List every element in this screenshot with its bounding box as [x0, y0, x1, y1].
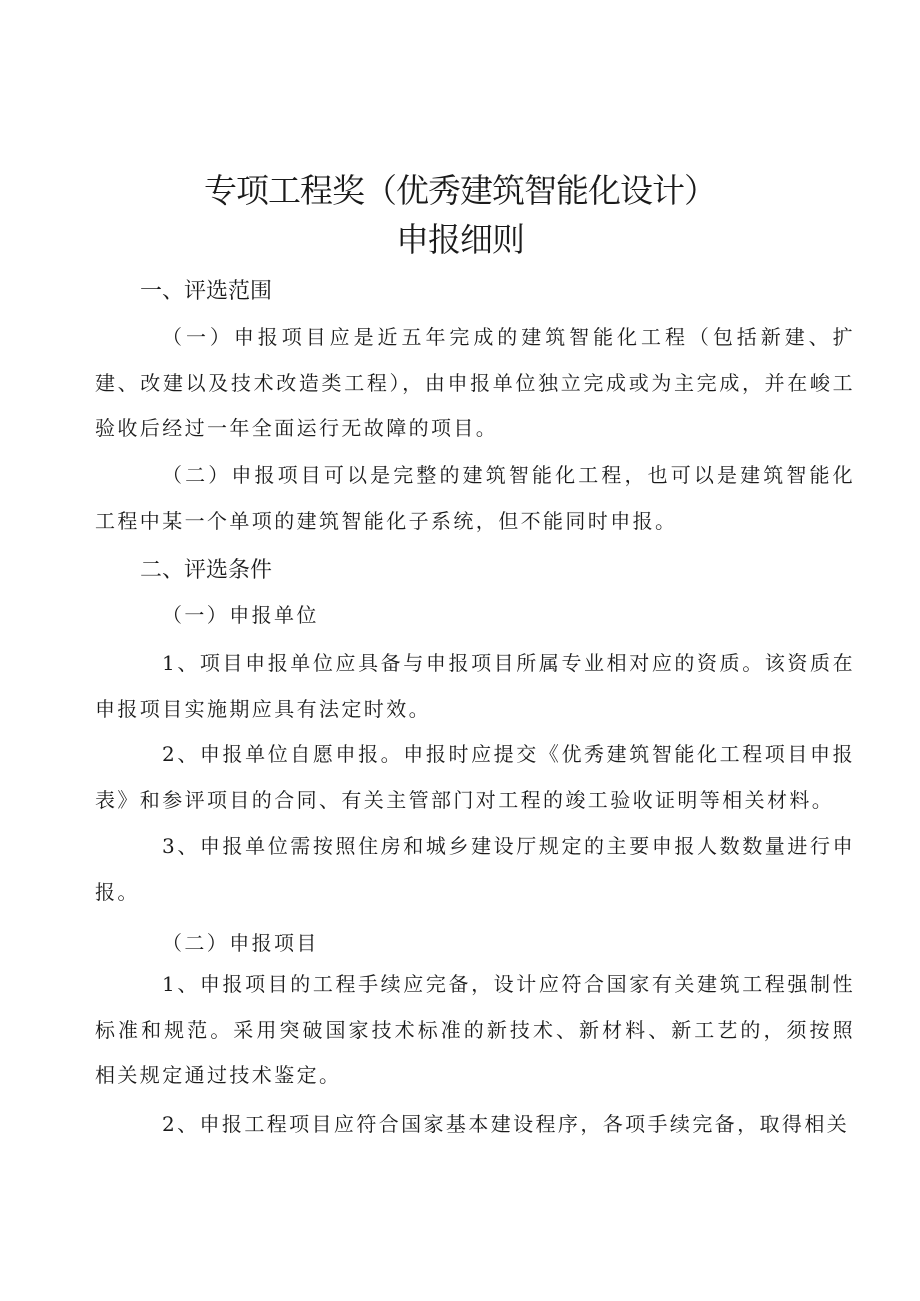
paragraph-scope-2: （二）申报项目可以是完整的建筑智能化工程，也可以是建筑智能化工程中某一个单项的建筑智能化子系统，但不能同时申报。	[95, 463, 855, 533]
paragraph-applicant-1: 1、项目申报单位应具备与申报项目所属专业相对应的资质。该资质在申报项目实施期应具有法定时效。	[95, 651, 855, 721]
paragraph-applicant-3: 3、申报单位需按照住房和城乡建设厅规定的主要申报人数数量进行申报。	[95, 834, 855, 904]
paragraph-applicant-2: 2、申报单位自愿申报。申报时应提交《优秀建筑智能化工程项目申报表》和参评项目的合同、有关主管部门对工程的竣工验收证明等相关材料。	[95, 742, 855, 812]
paragraph-project-1: 1、申报项目的工程手续应完备，设计应符合国家有关建筑工程强制性标准和规范。采用突破国家技术标准的新技术、新材料、新工艺的，须按照相关规定通过技术鉴定。	[95, 972, 855, 1087]
section-heading-conditions: 二、评选条件	[140, 558, 273, 583]
paragraph-scope-1: （一）申报项目应是近五年完成的建筑智能化工程（包括新建、扩建、改建以及技术改造类工程），由申报单位独立完成或为主完成，并在峻工验收后经过一年全面运行无故障的项目。	[95, 325, 855, 440]
section-heading-scope: 一、评选范围	[140, 279, 273, 304]
subsection-heading-applicant: （一）申报单位	[162, 603, 319, 627]
subsection-heading-project: （二）申报项目	[162, 931, 319, 955]
document-title: 专项工程奖（优秀建筑智能化设计）	[204, 171, 716, 210]
paragraph-project-2: 2、申报工程项目应符合国家基本建设程序，各项手续完备，取得相关	[162, 1112, 850, 1136]
document-subtitle: 申报细则	[396, 220, 524, 259]
